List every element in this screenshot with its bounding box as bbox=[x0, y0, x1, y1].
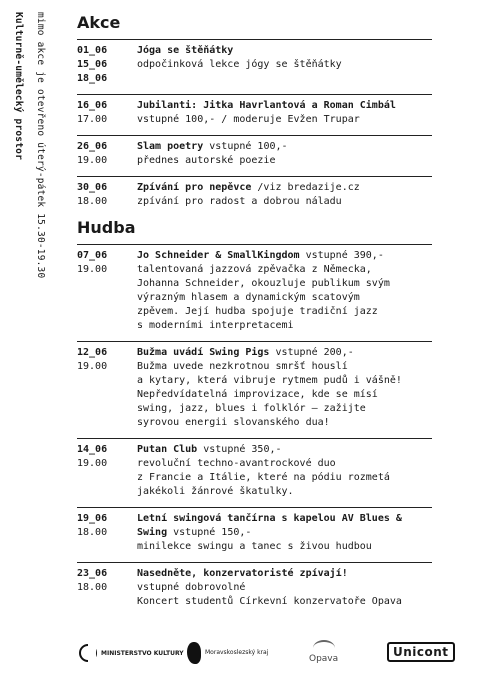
event-date: 01_06 bbox=[77, 45, 108, 56]
event-dates bbox=[77, 512, 137, 554]
event-title-extra: vstupné 150,- bbox=[167, 527, 252, 538]
event-heading bbox=[137, 181, 432, 195]
program-list bbox=[77, 12, 432, 617]
event-dates bbox=[77, 346, 137, 430]
event-title: Nasedněte, konzervatoristé zpívají! bbox=[137, 568, 348, 579]
ministry-of-culture-logo bbox=[79, 644, 184, 662]
event-description-line: s moderními interpretacemi bbox=[137, 320, 294, 331]
event-row bbox=[77, 507, 432, 554]
event-description-line: syrovou energii slovanského dua! bbox=[137, 417, 330, 428]
event-row bbox=[77, 244, 432, 333]
event-content bbox=[137, 44, 432, 86]
event-description-line: Nepředvídatelná improvizace, kde se mísí bbox=[137, 389, 378, 400]
event-heading bbox=[137, 346, 432, 360]
event-row bbox=[77, 341, 432, 430]
event-heading bbox=[137, 140, 432, 154]
event-content bbox=[137, 99, 432, 127]
event-row bbox=[77, 39, 432, 86]
event-description-line: swing, jazz, blues i folklór – zažijte bbox=[137, 403, 366, 414]
event-description-line: revoluční techno-avantrockové duo bbox=[137, 458, 336, 469]
event-time: 18.00 bbox=[77, 582, 108, 593]
opening-hours-note: mimo akce je otevřeno úterý-pátek 15.30-19.30 bbox=[35, 12, 46, 279]
event-dates bbox=[77, 99, 137, 127]
event-row bbox=[77, 176, 432, 209]
event-dates bbox=[77, 443, 137, 499]
event-content bbox=[137, 346, 432, 430]
event-date: 16_06 bbox=[77, 100, 108, 111]
event-heading bbox=[137, 443, 432, 457]
event-description-line: minilekce swingu a tanec s živou hudbou bbox=[137, 541, 372, 552]
event-date: 12_06 bbox=[77, 347, 108, 358]
event-title-extra: /viz bredazije.cz bbox=[251, 182, 360, 193]
region-emblem-icon bbox=[187, 642, 201, 664]
ministry-logo-text: MINISTERSTVO KULTURY bbox=[101, 649, 184, 657]
event-description-line: talentovaná jazzová zpěvačka z Německa, bbox=[137, 264, 372, 275]
event-description-line: jakékoli žánrové škatulky. bbox=[137, 486, 294, 497]
section-title: Hudba bbox=[77, 218, 136, 237]
event-time: 18.00 bbox=[77, 527, 108, 538]
event-description-line: vstupné dobrovolné bbox=[137, 582, 246, 593]
event-title-extra: vstupné 390,- bbox=[299, 250, 384, 261]
event-date: 23_06 bbox=[77, 568, 108, 579]
event-title-extra: vstupné 200,- bbox=[269, 347, 354, 358]
event-description-line: vstupné 100,- / moderuje Evžen Trupar bbox=[137, 114, 360, 125]
region-logo-text: Moravskoslezský kraj bbox=[205, 649, 269, 656]
event-content bbox=[137, 140, 432, 168]
event-time: 18.00 bbox=[77, 196, 108, 207]
event-row bbox=[77, 562, 432, 609]
event-description-line: Johanna Schneider, okouzluje publikum svým bbox=[137, 278, 390, 289]
event-heading bbox=[137, 567, 432, 581]
event-date: 19_06 bbox=[77, 513, 108, 524]
event-content bbox=[137, 249, 432, 333]
region-logo bbox=[187, 642, 268, 664]
city-logo bbox=[309, 640, 338, 664]
event-content bbox=[137, 567, 432, 609]
event-date: 26_06 bbox=[77, 141, 108, 152]
event-description-line: výrazným hlasem a dynamickým scatovým bbox=[137, 292, 360, 303]
sidebar bbox=[12, 12, 52, 332]
event-title: Jo Schneider & SmallKingdom bbox=[137, 250, 300, 261]
event-content bbox=[137, 512, 432, 554]
event-dates bbox=[77, 181, 137, 209]
event-time: 19.00 bbox=[77, 155, 108, 166]
event-time: 17.00 bbox=[77, 114, 108, 125]
event-date: 07_06 bbox=[77, 250, 108, 261]
event-dates bbox=[77, 44, 137, 86]
event-row bbox=[77, 94, 432, 127]
event-time: 19.00 bbox=[77, 361, 108, 372]
event-title: Slam poetry bbox=[137, 141, 204, 152]
event-row bbox=[77, 135, 432, 168]
unicont-logo bbox=[387, 642, 455, 662]
section-title: Akce bbox=[77, 13, 121, 32]
event-description-line: a kytary, která vibruje rytmem pudů i vášně! bbox=[137, 375, 402, 386]
event-description-line: zpěvem. Její hudba spojuje tradiční jazz bbox=[137, 306, 378, 317]
event-description-line: z Francie a Itálie, které na pódiu rozmetá bbox=[137, 472, 390, 483]
event-content bbox=[137, 443, 432, 499]
event-description-line: přednes autorské poezie bbox=[137, 155, 276, 166]
event-title: Zpívání pro nepěvce bbox=[137, 182, 252, 193]
event-heading bbox=[137, 99, 432, 113]
event-heading bbox=[137, 44, 432, 58]
event-description-line: Bužma uvede nezkrotnou smršť houslí bbox=[137, 361, 348, 372]
event-content bbox=[137, 181, 432, 209]
event-description-line: zpívání pro radost a dobrou náladu bbox=[137, 196, 342, 207]
ministry-emblem-icon bbox=[79, 644, 97, 662]
event-dates bbox=[77, 567, 137, 609]
event-title: Jóga se štěňátky bbox=[137, 45, 234, 56]
event-time: 19.00 bbox=[77, 458, 108, 469]
event-title: Putan Club bbox=[137, 444, 198, 455]
event-description-line: odpočinková lekce jógy se štěňátky bbox=[137, 59, 342, 70]
event-date: 18_06 bbox=[77, 73, 108, 84]
event-date: 14_06 bbox=[77, 444, 108, 455]
sponsor-logos bbox=[77, 640, 457, 670]
event-description-line: Koncert studentů Církevní konzervatoře Opava bbox=[137, 596, 402, 607]
event-dates bbox=[77, 249, 137, 333]
event-date: 15_06 bbox=[77, 59, 108, 70]
event-date: 30_06 bbox=[77, 182, 108, 193]
event-row bbox=[77, 438, 432, 499]
event-dates bbox=[77, 140, 137, 168]
event-title: Jubilanti: Jitka Havrlantová a Roman Cimbál bbox=[137, 100, 396, 111]
event-title: Bužma uvádí Swing Pigs bbox=[137, 347, 270, 358]
venue-name: Kulturně-umělecký prostor bbox=[13, 12, 24, 160]
event-heading bbox=[137, 249, 432, 263]
event-title: Letní swingová tančírna s kapelou AV Blues & Swing bbox=[137, 513, 402, 538]
unicont-logo-text: Unicont bbox=[393, 645, 449, 659]
city-logo-text: Opava bbox=[309, 654, 339, 664]
event-title-extra: vstupné 350,- bbox=[197, 444, 282, 455]
event-time: 19.00 bbox=[77, 264, 108, 275]
event-title-extra: vstupné 100,- bbox=[203, 141, 288, 152]
event-heading bbox=[137, 512, 432, 540]
